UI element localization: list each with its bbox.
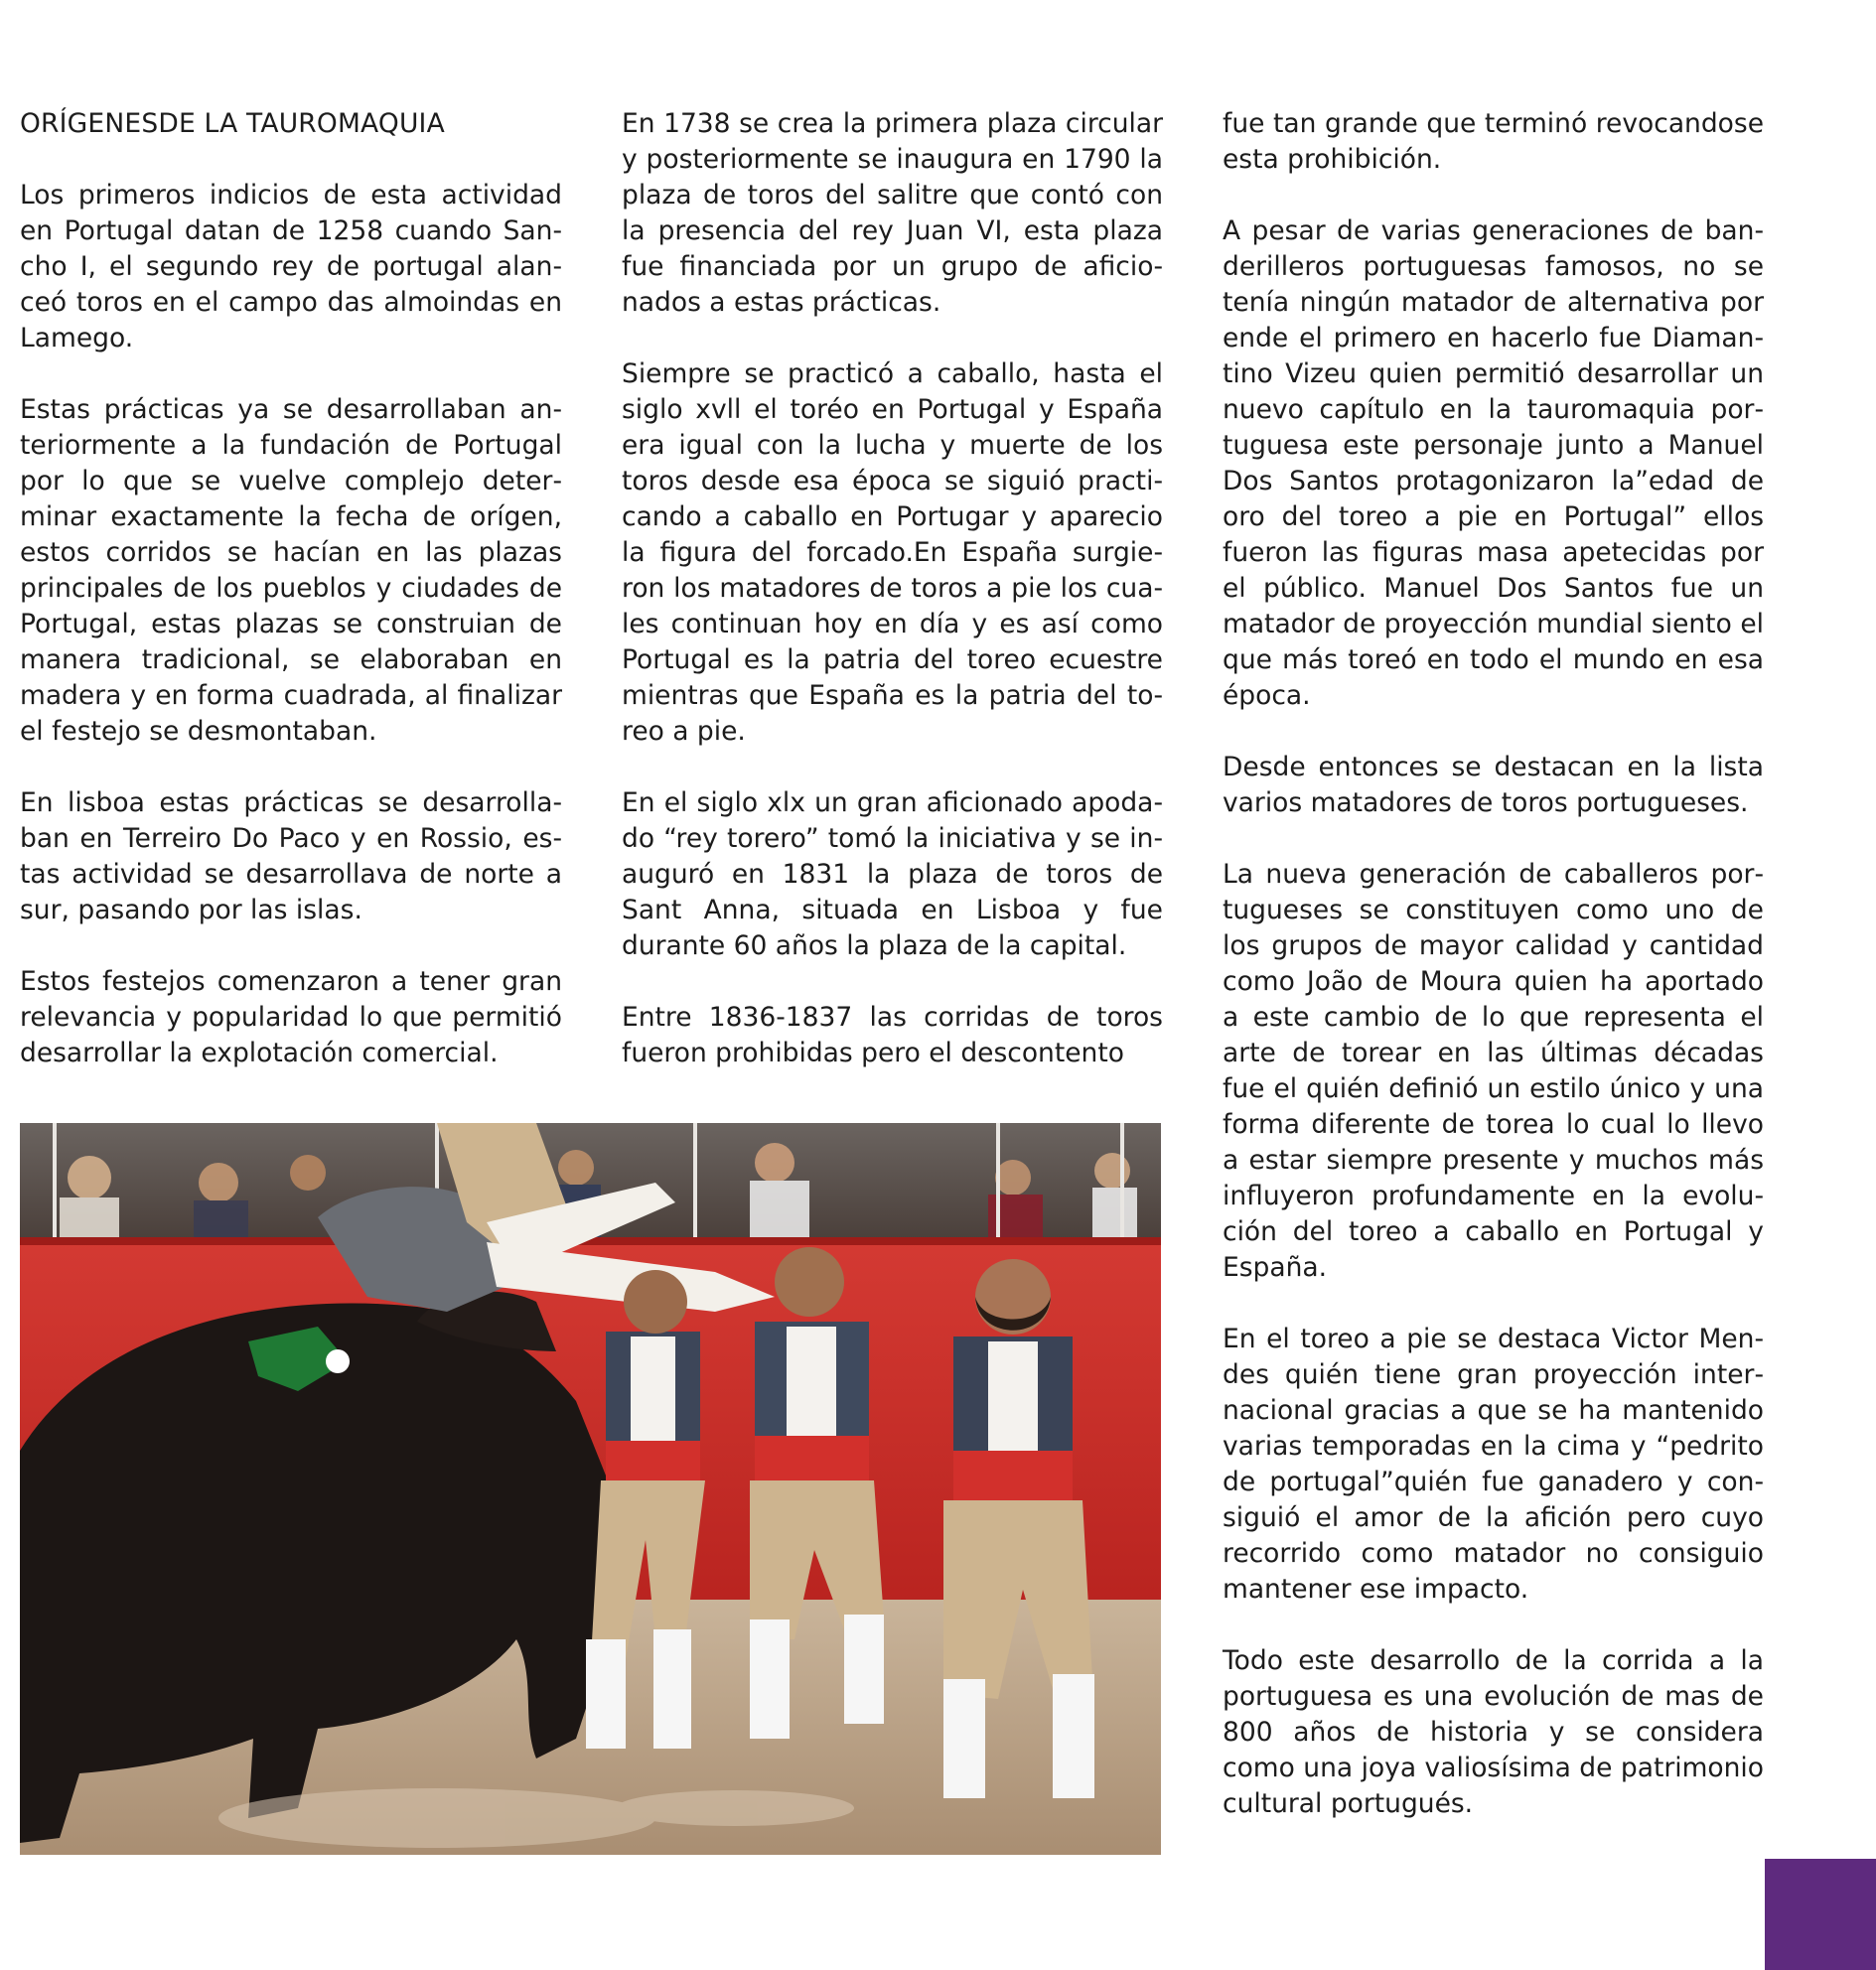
text-column-3 [1223, 106, 1764, 1822]
paragraph: En el siglo xlx un gran aficionado apodado “rey torero” tomó la iniciativa y se inauguró en 1831 la plaza de toros de Sant Anna, situada en Lisboa y fue durante 60 años la plaza de la capital. [622, 787, 1163, 961]
paragraph: En lisboa estas prácticas se desarrollaban en Terreiro Do Paco y en Rossio, estas actividad se desarrollava de norte a sur, pasando por las islas. [20, 787, 562, 925]
paragraph: Los primeros indicios de esta actividad en Portugal datan de 1258 cuando Sancho I, el segundo rey de portugal alanceó toros en el campo das almoindas en Lamego. [20, 180, 562, 353]
paragraph: fue tan grande que terminó revocandose esta prohibición. [1223, 108, 1764, 175]
text-column-1 [20, 106, 562, 1071]
paragraph: Todo este desarrollo de la corrida a la portuguesa es una evolución de mas de 800 años de historia y se considera como una joya valiosísima de patrimonio cultural portugués. [1223, 1645, 1764, 1819]
page-corner-accent [1765, 1859, 1876, 1970]
article-heading: ORÍGENESDE LA TAUROMAQUIA [20, 108, 445, 139]
paragraph: Entre 1836-1837 las corridas de toros fueron prohibidas pero el descontento [622, 1002, 1163, 1068]
paragraph: La nueva generación de caballeros portugueses se constituyen como uno de los grupos de mayor calidad y cantidad como João de Moura quien ha aportado a este cambio de lo que representa el arte de torear en las últimas décadas fue el quién definió un estilo único y una forma diferente de torea lo cual lo llevo a estar siempre presente y muchos más influyeron profundamente en la evolución del toreo a caballo en Portugal y España. [1223, 859, 1764, 1283]
paragraph: En 1738 se crea la primera plaza circular y posteriormente se inaugura en 1790 la plaza de toros del salitre que contó con la presencia del rey Juan VI, esta plaza fue financiada por un grupo de aficionados a estas prácticas. [622, 108, 1163, 318]
paragraph: A pesar de varias generaciones de banderilleros portuguesas famosos, no se tenía ningún matador de alternativa por ende el primero en hacerlo fue Diamantino Vizeu quien permitió desarrollar un nuevo capítulo en la tauromaquia portuguesa este personaje junto a Manuel Dos Santos protagonizaron la”edad de oro del toreo a pie en Portugal” ellos fueron las figuras masa apetecidas por el público. Manuel Dos Santos fue un matador de proyección mundial siento el que más toreó en todo el mundo en esa época. [1223, 215, 1764, 711]
paragraph: Siempre se practicó a caballo, hasta el siglo xvll el toréo en Portugal y España era igual con la lucha y muerte de los toros desde esa época se siguió practicando a caballo en Portugar y aparecio la figura del forcado.En España surgieron los matadores de toros a pie los cuales continuan hoy en día y es así como Portugal es la patria del toreo ecuestre mientras que España es la patria del toreo a pie. [622, 358, 1163, 747]
paragraph: Estos festejos comenzaron a tener gran relevancia y popularidad lo que permitió desarrollar la explotación comercial. [20, 966, 562, 1068]
paragraph: Estas prácticas ya se desarrollaban anteriormente a la fundación de Portugal por lo que se vuelve complejo determinar exactamente la fecha de orígen, estos corridos se hacían en las plazas principales de los pueblos y ciudades de Portugal, estas plazas se construian de manera tradicional, se elaboraban en madera y en forma cuadrada, al finalizar el festejo se desmontaban. [20, 394, 562, 747]
paragraph: En el toreo a pie se destaca Victor Mendes quién tiene gran proyección internacional gracias a que se ha mantenido varias temporadas en la cima y “pedrito de portugal”quién fue ganadero y consiguió el amor de la afición pero cuyo recorrido como matador no consiguio mantener ese impacto. [1223, 1324, 1764, 1605]
text-column-2 [622, 106, 1163, 1071]
bullfight-photo [20, 1123, 1161, 1855]
paragraph: Desde entonces se destacan en la lista varios matadores de toros portugueses. [1223, 752, 1764, 818]
